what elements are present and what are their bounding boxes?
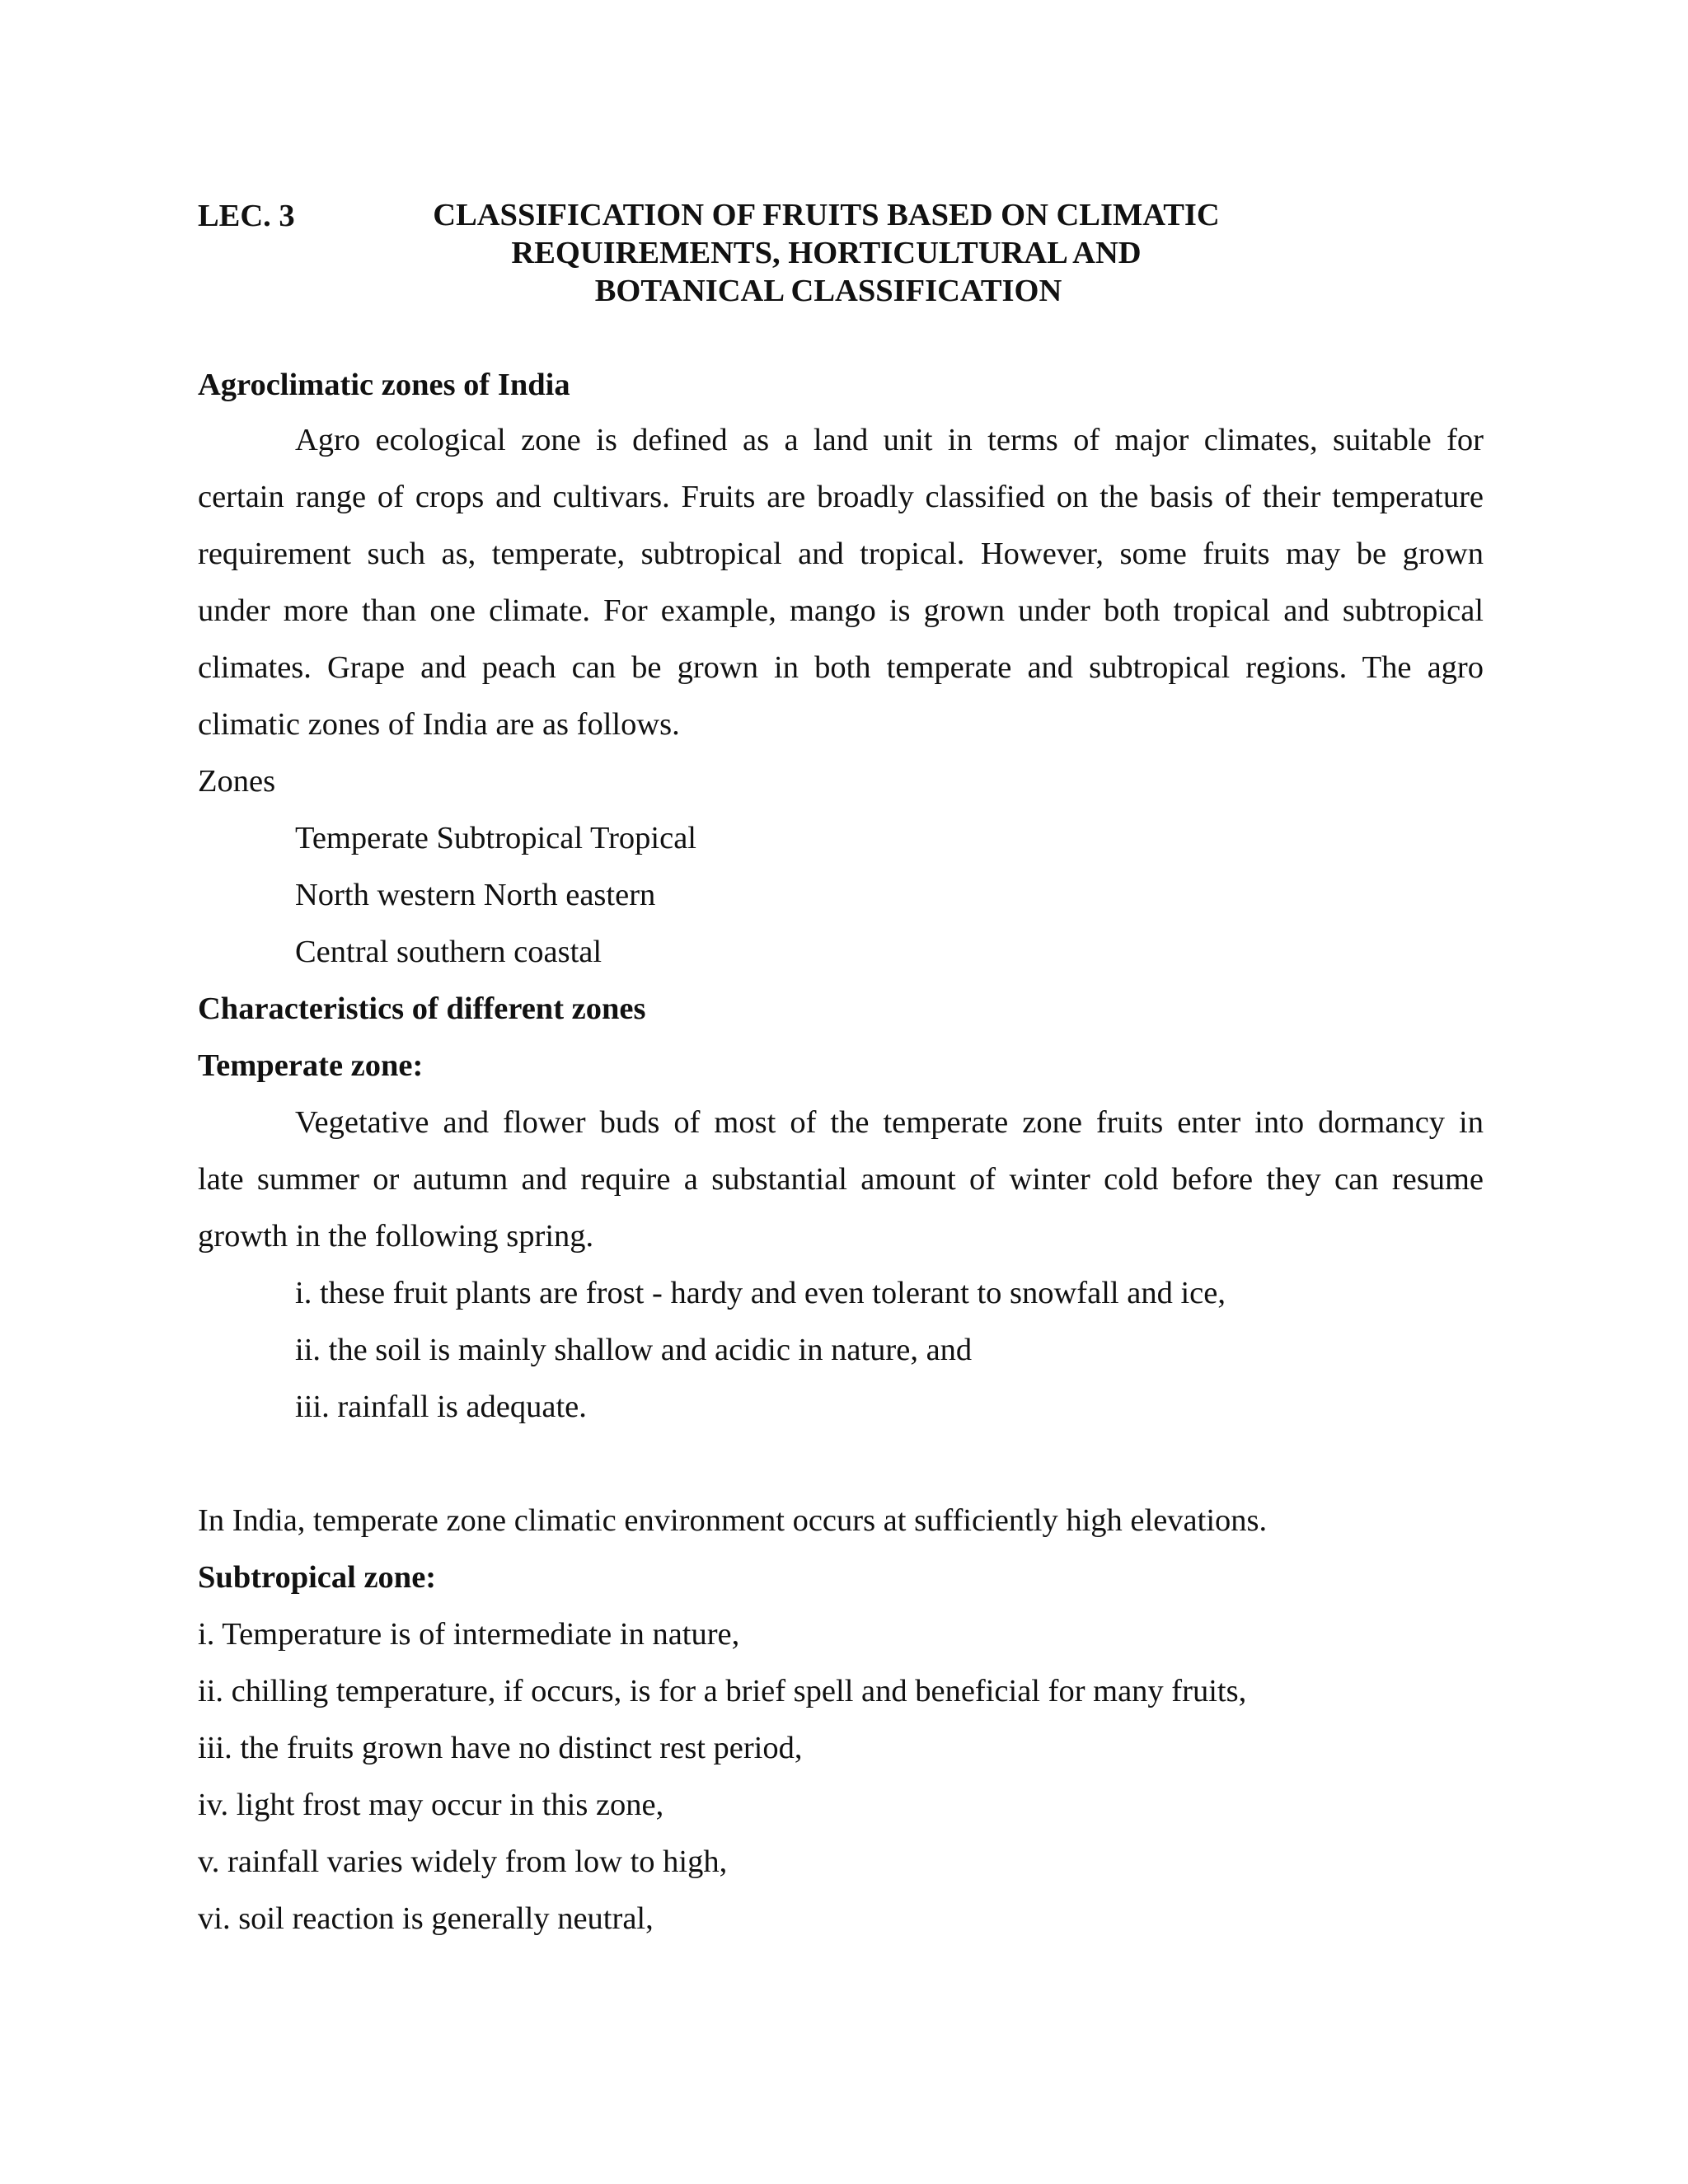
section-heading-characteristics: Characteristics of different zones	[198, 991, 646, 1026]
paragraph-line: certain range of crops and cultivars. Fruits are broadly classified on the basis of their temperature	[198, 480, 1484, 514]
paragraph-line: Agro ecological zone is defined as a land unit in terms of major climates, suitable for	[295, 423, 1484, 457]
paragraph-line: climates. Grape and peach can be grown in both temperate and subtropical regions. The agro	[198, 650, 1484, 685]
temperate-point: iii. rainfall is adequate.	[295, 1390, 587, 1424]
section-heading-temperate: Temperate zone:	[198, 1048, 424, 1083]
page-title-line-3: BOTANICAL CLASSIFICATION	[594, 274, 1062, 308]
subtropical-point: iv. light frost may occur in this zone,	[198, 1788, 664, 1822]
temperate-point: i. these fruit plants are frost - hardy and even tolerant to snowfall and ice,	[295, 1276, 1226, 1310]
subtropical-point: ii. chilling temperature, if occurs, is for a brief spell and beneficial for many fruits,	[198, 1674, 1247, 1708]
zone-list-item: Temperate Subtropical Tropical	[295, 821, 697, 855]
zone-list-item: North western North eastern	[295, 878, 656, 912]
paragraph-line: requirement such as, temperate, subtropical and tropical. However, some fruits may be grown	[198, 537, 1484, 571]
paragraph-line: growth in the following spring.	[198, 1219, 594, 1254]
subtropical-point: i. Temperature is of intermediate in nature,	[198, 1617, 740, 1652]
section-heading-agroclimatic: Agroclimatic zones of India	[198, 368, 570, 402]
section-heading-subtropical: Subtropical zone:	[198, 1560, 437, 1595]
subtropical-point: v. rainfall varies widely from low to high,	[198, 1844, 728, 1879]
page-title-line-2: REQUIREMENTS, HORTICULTURAL AND	[511, 236, 1142, 270]
temperate-note: In India, temperate zone climatic environment occurs at sufficiently high elevations.	[198, 1503, 1268, 1538]
zones-label: Zones	[198, 764, 276, 799]
paragraph-line: under more than one climate. For example, mango is grown under both tropical and subtropical	[198, 593, 1484, 628]
subtropical-point: iii. the fruits grown have no distinct rest period,	[198, 1731, 803, 1765]
zone-list-item: Central southern coastal	[295, 935, 603, 969]
paragraph-line: climatic zones of India are as follows.	[198, 707, 680, 742]
page-title-line-1: CLASSIFICATION OF FRUITS BASED ON CLIMATIC	[433, 198, 1220, 232]
paragraph-line: late summer or autumn and require a substantial amount of winter cold before they can resume	[198, 1162, 1484, 1197]
temperate-point: ii. the soil is mainly shallow and acidic in nature, and	[295, 1333, 973, 1367]
subtropical-point: vi. soil reaction is generally neutral,	[198, 1901, 654, 1936]
lecture-number: LEC. 3	[198, 199, 295, 233]
paragraph-line: Vegetative and flower buds of most of the temperate zone fruits enter into dormancy in	[295, 1105, 1484, 1140]
